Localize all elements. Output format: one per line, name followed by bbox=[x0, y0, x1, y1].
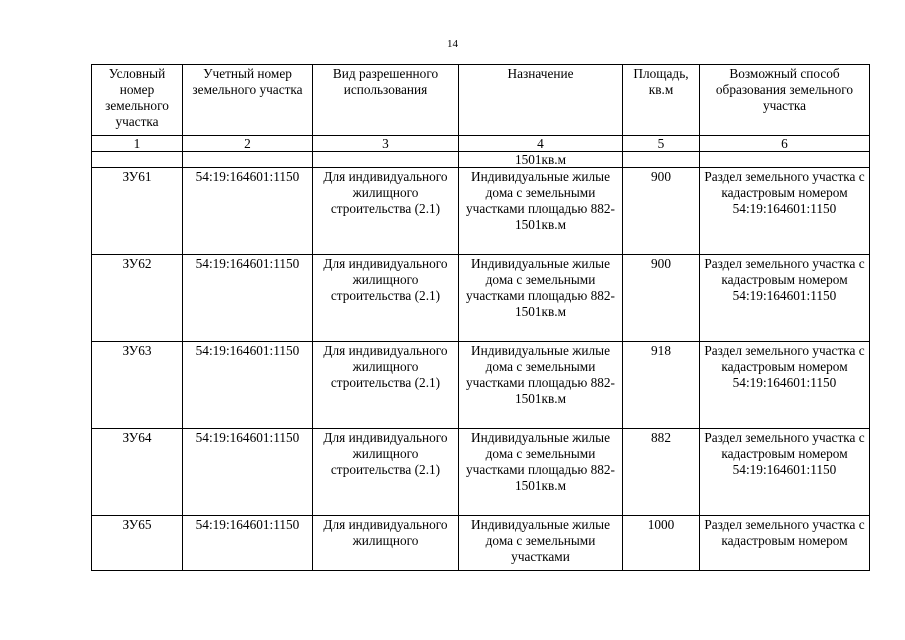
continuation-cell bbox=[700, 152, 870, 168]
method-cell: Раздел земельного участка с кадастровым номером 54:19:164601:1150 bbox=[700, 168, 870, 255]
continuation-cell bbox=[313, 152, 459, 168]
purpose-cell: Индивидуальные жилые дома с земельными участками площадью 882-1501кв.м bbox=[459, 429, 623, 516]
column-number-cell: 3 bbox=[313, 136, 459, 152]
column-number-row bbox=[92, 136, 870, 152]
plot-id-cell: ЗУ63 bbox=[92, 342, 183, 429]
table-row bbox=[92, 429, 870, 516]
column-number-cell: 6 bbox=[700, 136, 870, 152]
purpose-cell: Индивидуальные жилые дома с земельными участками площадью 882-1501кв.м bbox=[459, 168, 623, 255]
table-header-row bbox=[92, 65, 870, 136]
purpose-cell: Индивидуальные жилые дома с земельными участками площадью 882-1501кв.м bbox=[459, 255, 623, 342]
page-number: 14 bbox=[447, 38, 458, 50]
area-cell: 900 bbox=[623, 255, 700, 342]
method-cell: Раздел земельного участка с кадастровым номером 54:19:164601:1150 bbox=[700, 255, 870, 342]
method-cell: Раздел земельного участка с кадастровым номером 54:19:164601:1150 bbox=[700, 429, 870, 516]
method-cell: Раздел земельного участка с кадастровым номером 54:19:164601:1150 bbox=[700, 342, 870, 429]
plot-id-cell: ЗУ65 bbox=[92, 516, 183, 571]
cadastral-cell: 54:19:164601:1150 bbox=[183, 168, 313, 255]
continuation-cell bbox=[92, 152, 183, 168]
table-row bbox=[92, 255, 870, 342]
purpose-cell: Индивидуальные жилые дома с земельными участками площадью 882-1501кв.м bbox=[459, 342, 623, 429]
cadastral-cell: 54:19:164601:1150 bbox=[183, 255, 313, 342]
column-number-cell: 2 bbox=[183, 136, 313, 152]
use-cell: Для индивидуального жилищного строительства (2.1) bbox=[313, 429, 459, 516]
plot-id-cell: ЗУ64 bbox=[92, 429, 183, 516]
plot-id-cell: ЗУ61 bbox=[92, 168, 183, 255]
area-cell: 1000 bbox=[623, 516, 700, 571]
continuation-cell bbox=[623, 152, 700, 168]
column-number-cell: 4 bbox=[459, 136, 623, 152]
area-cell: 900 bbox=[623, 168, 700, 255]
use-cell: Для индивидуального жилищного строительства (2.1) bbox=[313, 255, 459, 342]
plot-id-cell: ЗУ62 bbox=[92, 255, 183, 342]
column-number-cell: 1 bbox=[92, 136, 183, 152]
area-cell: 882 bbox=[623, 429, 700, 516]
continuation-row bbox=[92, 152, 870, 168]
method-cell: Раздел земельного участка с кадастровым номером bbox=[700, 516, 870, 571]
area-cell: 918 bbox=[623, 342, 700, 429]
cadastral-cell: 54:19:164601:1150 bbox=[183, 342, 313, 429]
purpose-cell: Индивидуальные жилые дома с земельными участками bbox=[459, 516, 623, 571]
cadastral-cell: 54:19:164601:1150 bbox=[183, 429, 313, 516]
header-cell: Возможный способ образования земельного участка bbox=[700, 65, 870, 136]
use-cell: Для индивидуального жилищного bbox=[313, 516, 459, 571]
table-row bbox=[92, 516, 870, 571]
header-cell: Учетный номер земельного участка bbox=[183, 65, 313, 136]
use-cell: Для индивидуального жилищного строительства (2.1) bbox=[313, 342, 459, 429]
land-plots-table bbox=[91, 64, 870, 571]
header-cell: Вид разрешенного использования bbox=[313, 65, 459, 136]
table-row bbox=[92, 168, 870, 255]
header-cell: Площадь, кв.м bbox=[623, 65, 700, 136]
cadastral-cell: 54:19:164601:1150 bbox=[183, 516, 313, 571]
header-cell: Назначение bbox=[459, 65, 623, 136]
table-row bbox=[92, 342, 870, 429]
header-cell: Условный номер земельного участка bbox=[92, 65, 183, 136]
continuation-cell: 1501кв.м bbox=[459, 152, 623, 168]
column-number-cell: 5 bbox=[623, 136, 700, 152]
use-cell: Для индивидуального жилищного строительства (2.1) bbox=[313, 168, 459, 255]
continuation-cell bbox=[183, 152, 313, 168]
